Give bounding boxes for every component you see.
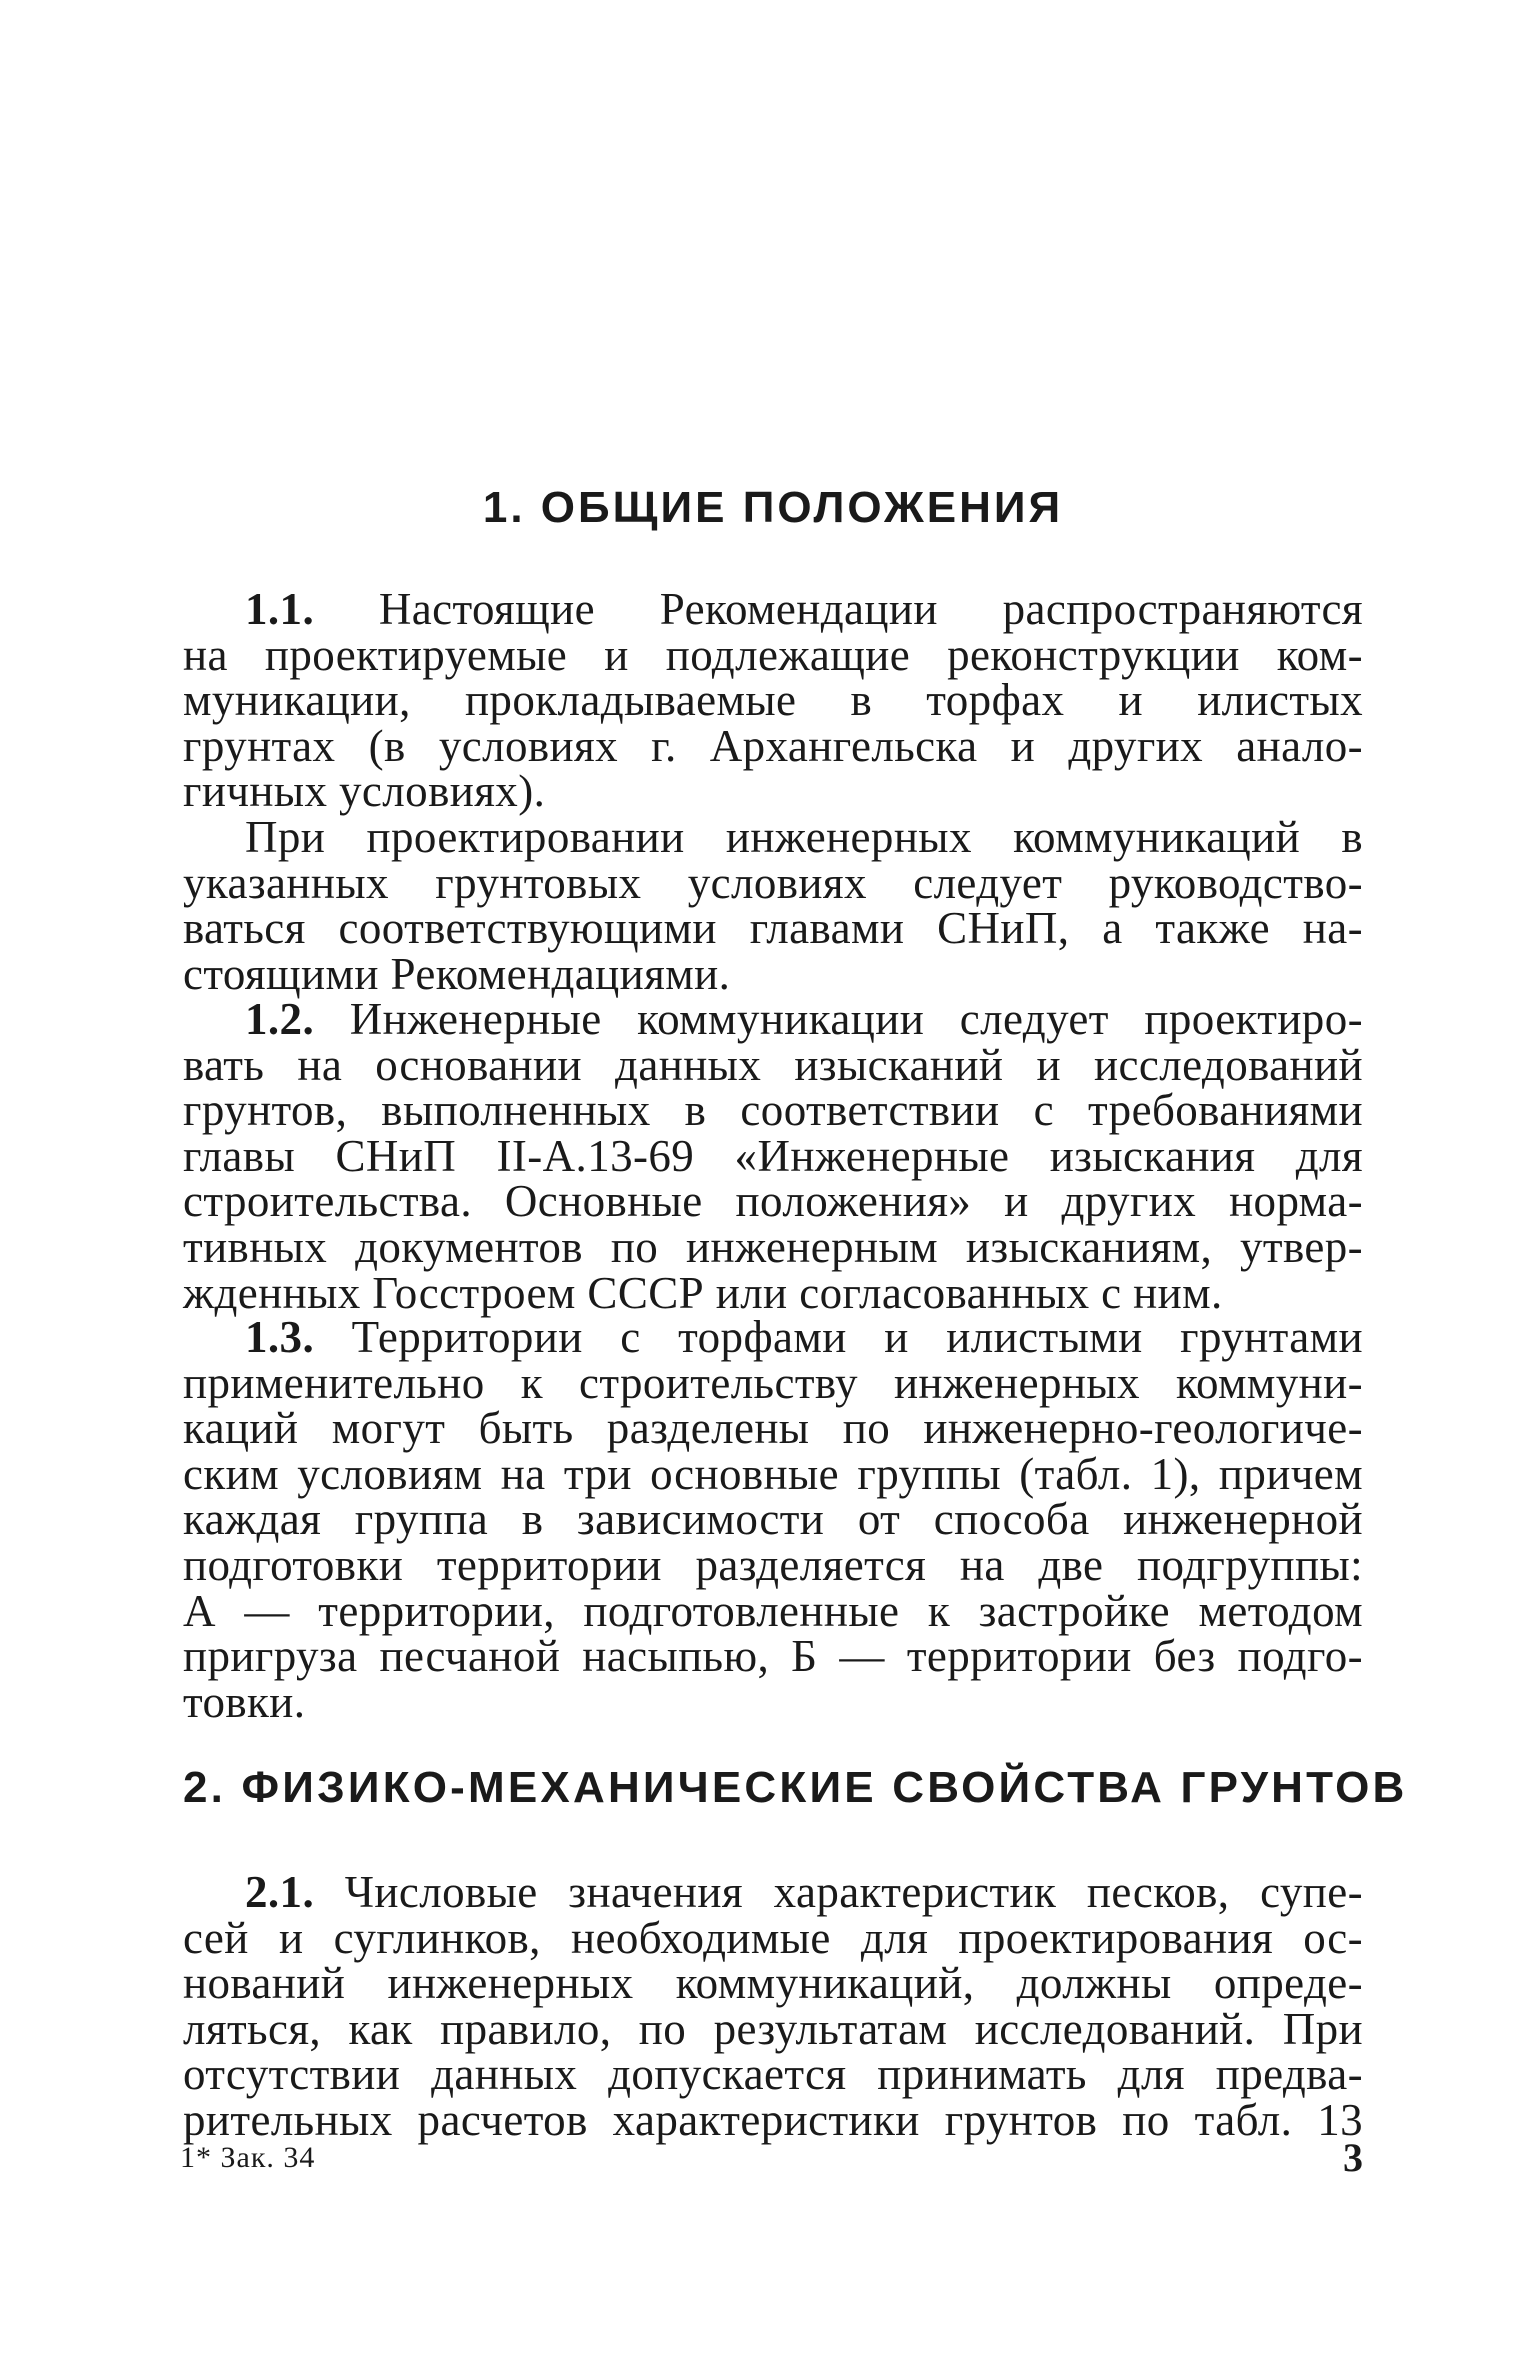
paragraph-line: сей и суглинков, необходимые для проектирования ос- (183, 1912, 1363, 1963)
paragraph-line: жденных Госстроем СССР или согласованных с ним. (183, 1267, 1223, 1318)
section-2-heading: 2. ФИЗИКО-МЕХАНИЧЕСКИЕ СВОЙСТВА ГРУНТОВ (183, 1763, 1408, 1812)
paragraph-line: тивных документов по инженерным изысканиям, утвер- (183, 1221, 1363, 1272)
paragraph-line: товки. (183, 1676, 306, 1727)
paragraph-line: гичных условиях). (183, 766, 546, 817)
paragraph-line: 2.1. Числовые значения характеристик песков, супе- (245, 1867, 1363, 1917)
paragraph-line: ляться, как правило, по результатам исследований. При (183, 2003, 1363, 2054)
clause-number: 1.2. (245, 994, 315, 1044)
paragraph-line: вать на основании данных изысканий и исследований (183, 1039, 1363, 1090)
paragraph-line: каций могут быть разделены по инженерно-геологиче- (183, 1403, 1363, 1454)
paragraph-line: грунтах (в условиях г. Архангельска и других анало- (183, 720, 1363, 771)
paragraph-line: муникации, прокладываемые в торфах и илистых (183, 675, 1363, 726)
paragraph-line: подготовки территории разделяется на две подгруппы: (183, 1539, 1363, 1590)
paragraph-line: каждая группа в зависимости от способа инженерной (183, 1494, 1363, 1545)
paragraph-line: При проектировании инженерных коммуникаций в (245, 812, 1363, 862)
clause-number: 1.3. (245, 1312, 315, 1362)
paragraph-line: 1.1. Настоящие Рекомендации распространяются (245, 584, 1363, 634)
clause-number: 2.1. (245, 1867, 315, 1917)
paragraph-line: указанных грунтовых условиях следует руководство- (183, 857, 1363, 908)
paragraph-1-1 (183, 584, 1363, 817)
paragraph-line: А — территории, подготовленные к застройке методом (183, 1585, 1363, 1636)
paragraph-line: 1.3. Территории с торфами и илистыми грунтами (245, 1312, 1363, 1362)
section-1-heading: 1. ОБЩИЕ ПОЛОЖЕНИЯ (482, 483, 1064, 532)
paragraph-line: 1.2. Инженерные коммуникации следует проектиро- (245, 994, 1363, 1044)
paragraph-line: пригруза песчаной насыпью, Б — территории без подго- (183, 1631, 1363, 1682)
page-number: 3 (1343, 2135, 1363, 2180)
paragraph-1-1-continuation (183, 812, 1363, 999)
paragraph-line: на проектируемые и подлежащие реконструкции ком- (183, 629, 1363, 680)
print-order-mark: 1* Зак. 34 (180, 2141, 316, 2174)
paragraph-line: отсутствии данных допускается принимать для предва- (183, 2049, 1363, 2100)
paragraph-2-1 (183, 1867, 1363, 2145)
paragraph-line: применительно к строительству инженерных коммуни- (183, 1357, 1363, 1408)
clause-number: 1.1. (245, 584, 315, 634)
paragraph-line: грунтов, выполненных в соответствии с требованиями (183, 1085, 1363, 1136)
paragraph-1-3 (183, 1312, 1363, 1727)
document-page (180, 0, 1408, 2362)
paragraph-line: строительства. Основные положения» и других норма- (183, 1176, 1363, 1227)
paragraph-line: главы СНиП II-А.13-69 «Инженерные изыскания для (183, 1130, 1363, 1181)
paragraph-line: нований инженерных коммуникаций, должны опреде- (183, 1958, 1363, 2009)
paragraph-line: рительных расчетов характеристики грунтов по табл. 13 (183, 2094, 1363, 2145)
paragraph-line: ваться соответствующими главами СНиП, а также на- (183, 903, 1363, 954)
paragraph-1-2 (183, 994, 1363, 1318)
paragraph-line: ским условиям на три основные группы (табл. 1), причем (183, 1448, 1363, 1499)
paragraph-line: стоящими Рекомендациями. (183, 948, 731, 999)
